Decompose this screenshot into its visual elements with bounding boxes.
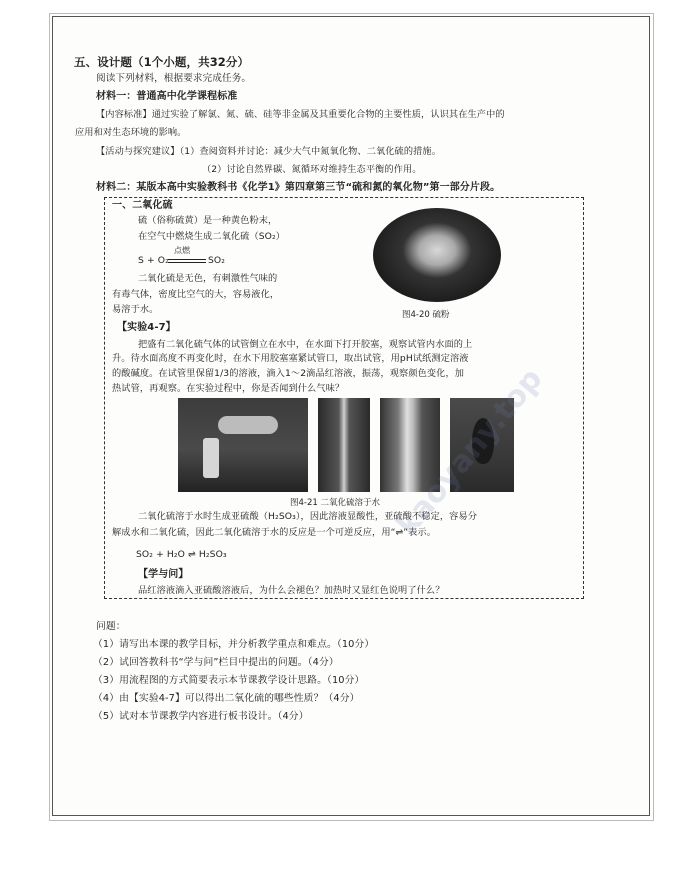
experiment-line4: 热试管，再观察。在实验过程中，你是否闻到什么气味？ — [112, 383, 345, 394]
material1-activity-line1: 【活动与探究建议】（1）查阅资料并讨论：减少大气中氮氧化物、二氧化硫的措施。 — [96, 146, 441, 157]
qa-title: 【学与问】 — [138, 569, 189, 580]
experiment-photo-1 — [178, 398, 308, 492]
question-3: （3）用流程图的方式简要表示本节课教学设计思路。（10分） — [93, 675, 365, 686]
excerpt-p1-line1: 硫（俗称硫黄）是一种黄色粉末， — [138, 215, 278, 226]
question-2: （2）试回答教科书“学与问”栏目中提出的问题。（4分） — [93, 657, 339, 668]
equation1-arrow — [168, 259, 206, 260]
material1-standard-line2: 应用和对生态环境的影响。 — [75, 127, 187, 138]
qa-text: 品红溶液滴入亚硫酸溶液后，为什么会褪色？加热时又显红色说明了什么？ — [138, 585, 445, 596]
excerpt-p1-line2: 在空气中燃烧生成二氧化硫（SO₂） — [138, 231, 286, 242]
experiment-title: 【实验4-7】 — [117, 322, 176, 333]
excerpt-p2-line2: 有毒气体，密度比空气的大，容易液化， — [112, 289, 280, 300]
excerpt-p2-line3: 易溶于水。 — [112, 304, 159, 315]
experiment-photo-2 — [318, 398, 370, 492]
material1-activity-line2: （2）讨论自然界碳、氮循环对维持生态平衡的作用。 — [202, 164, 422, 175]
excerpt-p3-line1: 二氧化硫溶于水时生成亚硫酸（H₂SO₃），因此溶液显酸性，亚硫酸不稳定，容易分 — [138, 511, 478, 522]
question-4: （4）由【实验4-7】可以得出二氧化硫的哪些性质？（4分） — [93, 693, 360, 704]
questions-title: 问题： — [96, 621, 126, 632]
equation2: SO₂ + H₂O ⇌ H₂SO₃ — [136, 549, 227, 560]
excerpt-p3-line2: 解成水和二氧化硫，因此二氧化硫溶于水的反应是一个可逆反应，用“⇌”表示。 — [112, 527, 437, 538]
equation1-condition: 点燃 — [174, 246, 191, 255]
question-1: （1）请写出本课的教学目标，并分析教学重点和难点。（10分） — [93, 639, 375, 650]
equation1-right: SO₂ — [208, 255, 226, 266]
material1-standard-line1: 【内容标准】通过实验了解氯、氮、硫、硅等非金属及其重要化合物的主要性质，认识其在生产中的 — [96, 109, 505, 120]
experiment-line2: 升。待水面高度不再变化时，在水下用胶塞塞紧试管口，取出试管，用pH试纸测定溶液 — [112, 353, 469, 364]
figure-4-21-caption: 图4-21 二氧化硫溶于水 — [290, 498, 380, 508]
sulfur-powder-photo — [373, 208, 501, 302]
material1-title: 材料一：普通高中化学课程标准 — [96, 91, 238, 102]
experiment-photo-3 — [380, 398, 440, 492]
experiment-line1: 把盛有二氧化硫气体的试管倒立在水中，在水面下打开胶塞，观察试管内水面的上 — [138, 339, 473, 350]
equation1-arrow-2 — [168, 262, 206, 263]
equation1-left: S + O₂ — [138, 255, 169, 266]
figure-4-20-caption: 图4-20 硫粉 — [402, 310, 450, 320]
excerpt-p2-line1: 二氧化硫是无色，有刺激性气味的 — [138, 273, 278, 284]
experiment-photo-4 — [450, 398, 514, 492]
excerpt-heading: 一、二氧化硫 — [112, 200, 173, 211]
experiment-line3: 的酸碱度。在试管里保留1/3的溶液，滴入1～2滴品红溶液，振荡，观察颜色变化，加 — [112, 368, 465, 379]
section-title: 五、设计题（1个小题，共32分） — [74, 55, 250, 69]
intro-text: 阅读下列材料，根据要求完成任务。 — [96, 73, 252, 84]
material2-title: 材料二：某版本高中实验教科书《化学1》第四章第三节“硫和氮的氧化物”第一部分片段。 — [96, 182, 501, 193]
question-5: （5）试对本节课教学内容进行板书设计。（4分） — [93, 711, 309, 722]
